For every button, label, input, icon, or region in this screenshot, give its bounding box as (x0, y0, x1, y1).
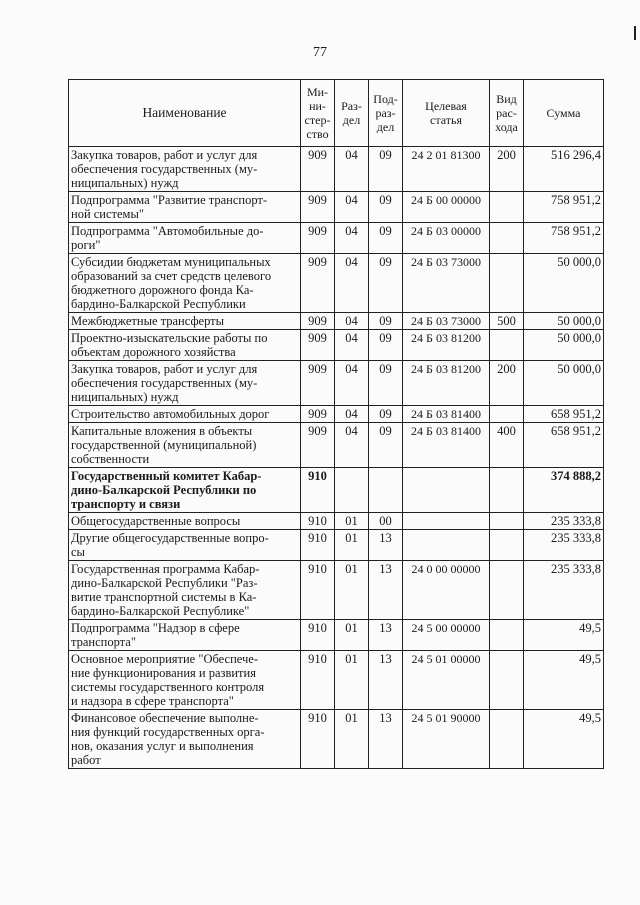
table-row (69, 313, 604, 330)
cell-subsection: 09 (369, 423, 403, 468)
cell-name: Основное мероприятие "Обеспече- ние функционирования и развития системы государственного контроля и надзора в сфере транспорта" (69, 651, 301, 710)
cell-target: 24 Б 03 81200 (403, 330, 490, 361)
cell-expense-type: 400 (490, 423, 524, 468)
cell-target: 24 Б 00 00000 (403, 192, 490, 223)
cell-sum: 758 951,2 (524, 223, 604, 254)
cell-ministry: 909 (301, 223, 335, 254)
cell-expense-type: 200 (490, 361, 524, 406)
cell-target (403, 468, 490, 513)
cell-section: 04 (335, 147, 369, 192)
table-row (69, 651, 604, 710)
table-header-row (69, 80, 604, 147)
cell-expense-type (490, 561, 524, 620)
cell-sum: 758 951,2 (524, 192, 604, 223)
table-row (69, 361, 604, 406)
cell-name: Капитальные вложения в объекты государственной (муниципальной) собственности (69, 423, 301, 468)
cell-name: Закупка товаров, работ и услуг для обеспечения государственных (му- ниципальных) нужд (69, 361, 301, 406)
table-row (69, 530, 604, 561)
table-row (69, 223, 604, 254)
cell-name: Подпрограмма "Развитие транспорт- ной системы" (69, 192, 301, 223)
header-section: Раз- дел (335, 80, 369, 147)
cell-ministry: 909 (301, 192, 335, 223)
header-subsection: Под- раз- дел (369, 80, 403, 147)
cell-expense-type (490, 330, 524, 361)
table-row (69, 254, 604, 313)
cell-sum: 235 333,8 (524, 513, 604, 530)
cell-expense-type (490, 223, 524, 254)
cell-target (403, 530, 490, 561)
cell-subsection: 09 (369, 254, 403, 313)
cell-ministry: 909 (301, 254, 335, 313)
cell-section: 04 (335, 223, 369, 254)
cell-section: 01 (335, 710, 369, 769)
cell-expense-type: 500 (490, 313, 524, 330)
cell-subsection: 13 (369, 561, 403, 620)
cell-target: 24 5 01 90000 (403, 710, 490, 769)
cell-ministry: 909 (301, 423, 335, 468)
cell-target: 24 5 00 00000 (403, 620, 490, 651)
cell-subsection: 09 (369, 330, 403, 361)
cell-subsection: 09 (369, 223, 403, 254)
cell-section: 04 (335, 254, 369, 313)
cell-ministry: 910 (301, 710, 335, 769)
cell-expense-type (490, 468, 524, 513)
page-edge-mark (634, 26, 636, 40)
cell-expense-type (490, 192, 524, 223)
cell-section: 04 (335, 330, 369, 361)
table-row (69, 330, 604, 361)
cell-target: 24 Б 03 00000 (403, 223, 490, 254)
cell-sum: 658 951,2 (524, 423, 604, 468)
cell-name: Финансовое обеспечение выполне- ния функций государственных орга- нов, оказания услуг и выполнения работ (69, 710, 301, 769)
cell-name: Подпрограмма "Автомобильные до- роги" (69, 223, 301, 254)
cell-target: 24 Б 03 73000 (403, 254, 490, 313)
cell-name: Строительство автомобильных дорог (69, 406, 301, 423)
cell-sum: 50 000,0 (524, 254, 604, 313)
cell-ministry: 910 (301, 530, 335, 561)
cell-subsection (369, 468, 403, 513)
cell-subsection: 13 (369, 710, 403, 769)
cell-section: 01 (335, 651, 369, 710)
cell-name: Другие общегосударственные вопро- сы (69, 530, 301, 561)
cell-expense-type (490, 406, 524, 423)
cell-ministry: 910 (301, 561, 335, 620)
cell-expense-type (490, 513, 524, 530)
cell-name: Межбюджетные трансферты (69, 313, 301, 330)
header-name: Наименование (69, 80, 301, 147)
cell-name: Общегосударственные вопросы (69, 513, 301, 530)
cell-section: 04 (335, 313, 369, 330)
cell-section: 04 (335, 423, 369, 468)
cell-target (403, 513, 490, 530)
cell-sum: 235 333,8 (524, 530, 604, 561)
cell-expense-type (490, 620, 524, 651)
cell-ministry: 909 (301, 330, 335, 361)
cell-ministry: 910 (301, 651, 335, 710)
table-row (69, 406, 604, 423)
cell-section: 04 (335, 406, 369, 423)
header-target: Целевая статья (403, 80, 490, 147)
cell-sum: 374 888,2 (524, 468, 604, 513)
cell-sum: 49,5 (524, 651, 604, 710)
cell-target: 24 Б 03 81400 (403, 423, 490, 468)
cell-expense-type (490, 710, 524, 769)
cell-ministry: 909 (301, 406, 335, 423)
cell-sum: 49,5 (524, 710, 604, 769)
cell-ministry: 909 (301, 313, 335, 330)
cell-name: Проектно-изыскательские работы по объектам дорожного хозяйства (69, 330, 301, 361)
table-row (69, 513, 604, 530)
cell-expense-type: 200 (490, 147, 524, 192)
cell-name: Субсидии бюджетам муниципальных образований за счет средств целевого бюджетного дорожного фонда Ка- бардино-Балкарской Республики (69, 254, 301, 313)
cell-target: 24 Б 03 73000 (403, 313, 490, 330)
cell-section: 01 (335, 620, 369, 651)
table-row (69, 710, 604, 769)
cell-subsection: 09 (369, 406, 403, 423)
cell-section (335, 468, 369, 513)
header-expense-type: Вид рас- хода (490, 80, 524, 147)
cell-name: Государственный комитет Кабар- дино-Балкарской Республики по транспорту и связи (69, 468, 301, 513)
table-row (69, 468, 604, 513)
cell-section: 01 (335, 561, 369, 620)
cell-subsection: 09 (369, 192, 403, 223)
cell-subsection: 09 (369, 147, 403, 192)
cell-section: 01 (335, 530, 369, 561)
cell-sum: 50 000,0 (524, 313, 604, 330)
cell-name: Государственная программа Кабар- дино-Балкарской Республики "Раз- витие транспортной системы в Ка- бардино-Балкарской Республике" (69, 561, 301, 620)
table-row (69, 561, 604, 620)
cell-sum: 658 951,2 (524, 406, 604, 423)
cell-target: 24 5 01 00000 (403, 651, 490, 710)
cell-expense-type (490, 530, 524, 561)
cell-target: 24 Б 03 81200 (403, 361, 490, 406)
cell-ministry: 909 (301, 361, 335, 406)
cell-name: Подпрограмма "Надзор в сфере транспорта" (69, 620, 301, 651)
page-number: 77 (313, 45, 327, 60)
cell-section: 04 (335, 192, 369, 223)
cell-ministry: 910 (301, 468, 335, 513)
cell-section: 01 (335, 513, 369, 530)
header-ministry: Ми- ни- стер- ство (301, 80, 335, 147)
table-row (69, 192, 604, 223)
cell-target: 24 0 00 00000 (403, 561, 490, 620)
cell-sum: 235 333,8 (524, 561, 604, 620)
cell-subsection: 13 (369, 620, 403, 651)
table-row (69, 147, 604, 192)
cell-subsection: 00 (369, 513, 403, 530)
cell-sum: 50 000,0 (524, 330, 604, 361)
cell-sum: 50 000,0 (524, 361, 604, 406)
cell-expense-type (490, 651, 524, 710)
header-sum: Сумма (524, 80, 604, 147)
cell-target: 24 2 01 81300 (403, 147, 490, 192)
cell-name: Закупка товаров, работ и услуг для обеспечения государственных (му- ниципальных) нужд (69, 147, 301, 192)
cell-ministry: 909 (301, 147, 335, 192)
cell-subsection: 13 (369, 651, 403, 710)
cell-subsection: 13 (369, 530, 403, 561)
cell-sum: 49,5 (524, 620, 604, 651)
table-row (69, 423, 604, 468)
cell-section: 04 (335, 361, 369, 406)
table-row (69, 620, 604, 651)
cell-ministry: 910 (301, 513, 335, 530)
cell-sum: 516 296,4 (524, 147, 604, 192)
budget-table (68, 79, 604, 769)
cell-subsection: 09 (369, 361, 403, 406)
cell-subsection: 09 (369, 313, 403, 330)
table-body (69, 147, 604, 769)
cell-target: 24 Б 03 81400 (403, 406, 490, 423)
cell-expense-type (490, 254, 524, 313)
cell-ministry: 910 (301, 620, 335, 651)
